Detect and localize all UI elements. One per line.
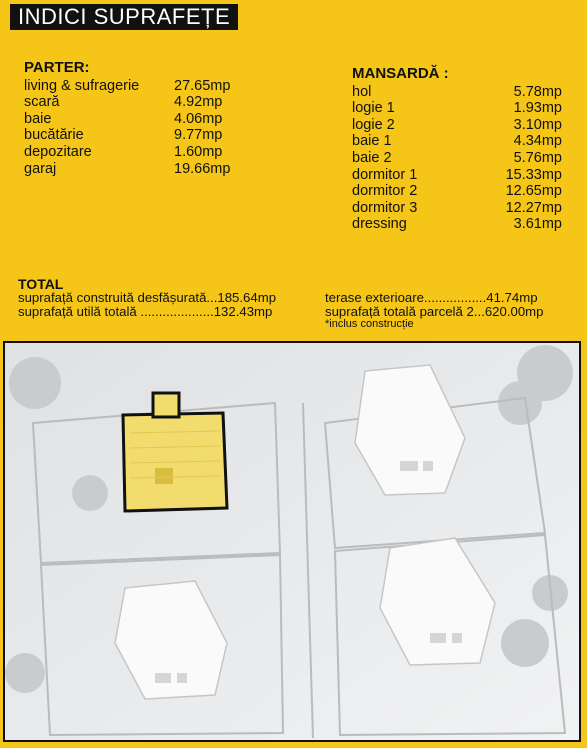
mansarda-room-name: baie 1	[352, 133, 392, 150]
mansarda-heading: MANSARDĂ :	[352, 65, 449, 82]
parter-room-area: 19.66mp	[174, 160, 231, 177]
mansarda-room-list	[352, 84, 562, 233]
parter-heading: PARTER:	[24, 59, 90, 76]
parter-section	[24, 60, 230, 177]
mansarda-room-row	[352, 100, 562, 117]
total-useful-area: suprafață utilă totală ....................132.43mp	[18, 304, 273, 319]
mansarda-room-row	[352, 133, 562, 150]
parter-room-row	[24, 144, 230, 161]
mansarda-room-name: dormitor 2	[352, 183, 418, 200]
mansarda-room-area: 12.65mp	[505, 183, 562, 200]
mansarda-room-row	[352, 117, 562, 134]
site-plan-illustration	[5, 343, 579, 740]
mansarda-room-row	[352, 150, 562, 167]
total-built-area: suprafață construită desfășurată...185.64mp	[18, 290, 277, 305]
parter-room-row	[24, 78, 230, 95]
mansarda-room-area: 3.10mp	[513, 116, 562, 133]
parter-room-name: depozitare	[24, 143, 92, 160]
mansarda-room-area: 1.93mp	[513, 100, 562, 117]
mansarda-room-row	[352, 84, 562, 101]
parter-room-row	[24, 127, 230, 144]
mansarda-room-row	[352, 167, 562, 184]
mansarda-room-area: 5.76mp	[513, 149, 562, 166]
parter-room-name: living & sufragerie	[24, 77, 140, 94]
mansarda-room-area: 3.61mp	[513, 216, 562, 233]
total-parcel-area: suprafață totală parcelă 2...620.00mp	[325, 304, 544, 319]
parter-room-area: 27.65mp	[174, 77, 231, 94]
total-terraces: terase exterioare.................41.74mp	[325, 290, 538, 305]
mansarda-room-name: dormitor 3	[352, 199, 418, 216]
mansarda-room-name: logie 1	[352, 100, 395, 117]
total-section	[18, 277, 578, 329]
parter-room-list	[24, 78, 230, 178]
parter-room-name: baie	[24, 110, 52, 127]
mansarda-room-row	[352, 183, 562, 200]
parter-room-area: 4.92mp	[174, 94, 223, 111]
parter-room-name: garaj	[24, 160, 57, 177]
mansarda-room-area: 4.34mp	[513, 133, 562, 150]
mansarda-room-row	[352, 200, 562, 217]
parter-room-row	[24, 94, 230, 111]
parter-room-area: 4.06mp	[174, 110, 223, 127]
parter-room-name: scară	[24, 94, 60, 111]
total-heading: TOTAL	[18, 276, 64, 292]
mansarda-room-area: 15.33mp	[505, 166, 562, 183]
mansarda-room-area: 5.78mp	[513, 83, 562, 100]
mansarda-room-name: baie 2	[352, 149, 392, 166]
mansarda-room-name: dormitor 1	[352, 166, 418, 183]
mansarda-room-row	[352, 216, 562, 233]
mansarda-room-name: logie 2	[352, 116, 395, 133]
mansarda-room-name: dressing	[352, 216, 407, 233]
parter-room-row	[24, 111, 230, 128]
parter-room-area: 1.60mp	[174, 143, 223, 160]
parter-room-name: bucătărie	[24, 127, 84, 144]
mansarda-room-area: 12.27mp	[505, 199, 562, 216]
page-title: INDICI SUPRAFEȚE	[10, 4, 238, 30]
mansarda-section	[352, 66, 562, 233]
mansarda-room-name: hol	[352, 83, 372, 100]
parter-room-row	[24, 161, 230, 178]
parter-room-area: 9.77mp	[174, 127, 223, 144]
site-render-image	[3, 341, 581, 742]
total-note: *inclus construcție	[325, 318, 414, 330]
